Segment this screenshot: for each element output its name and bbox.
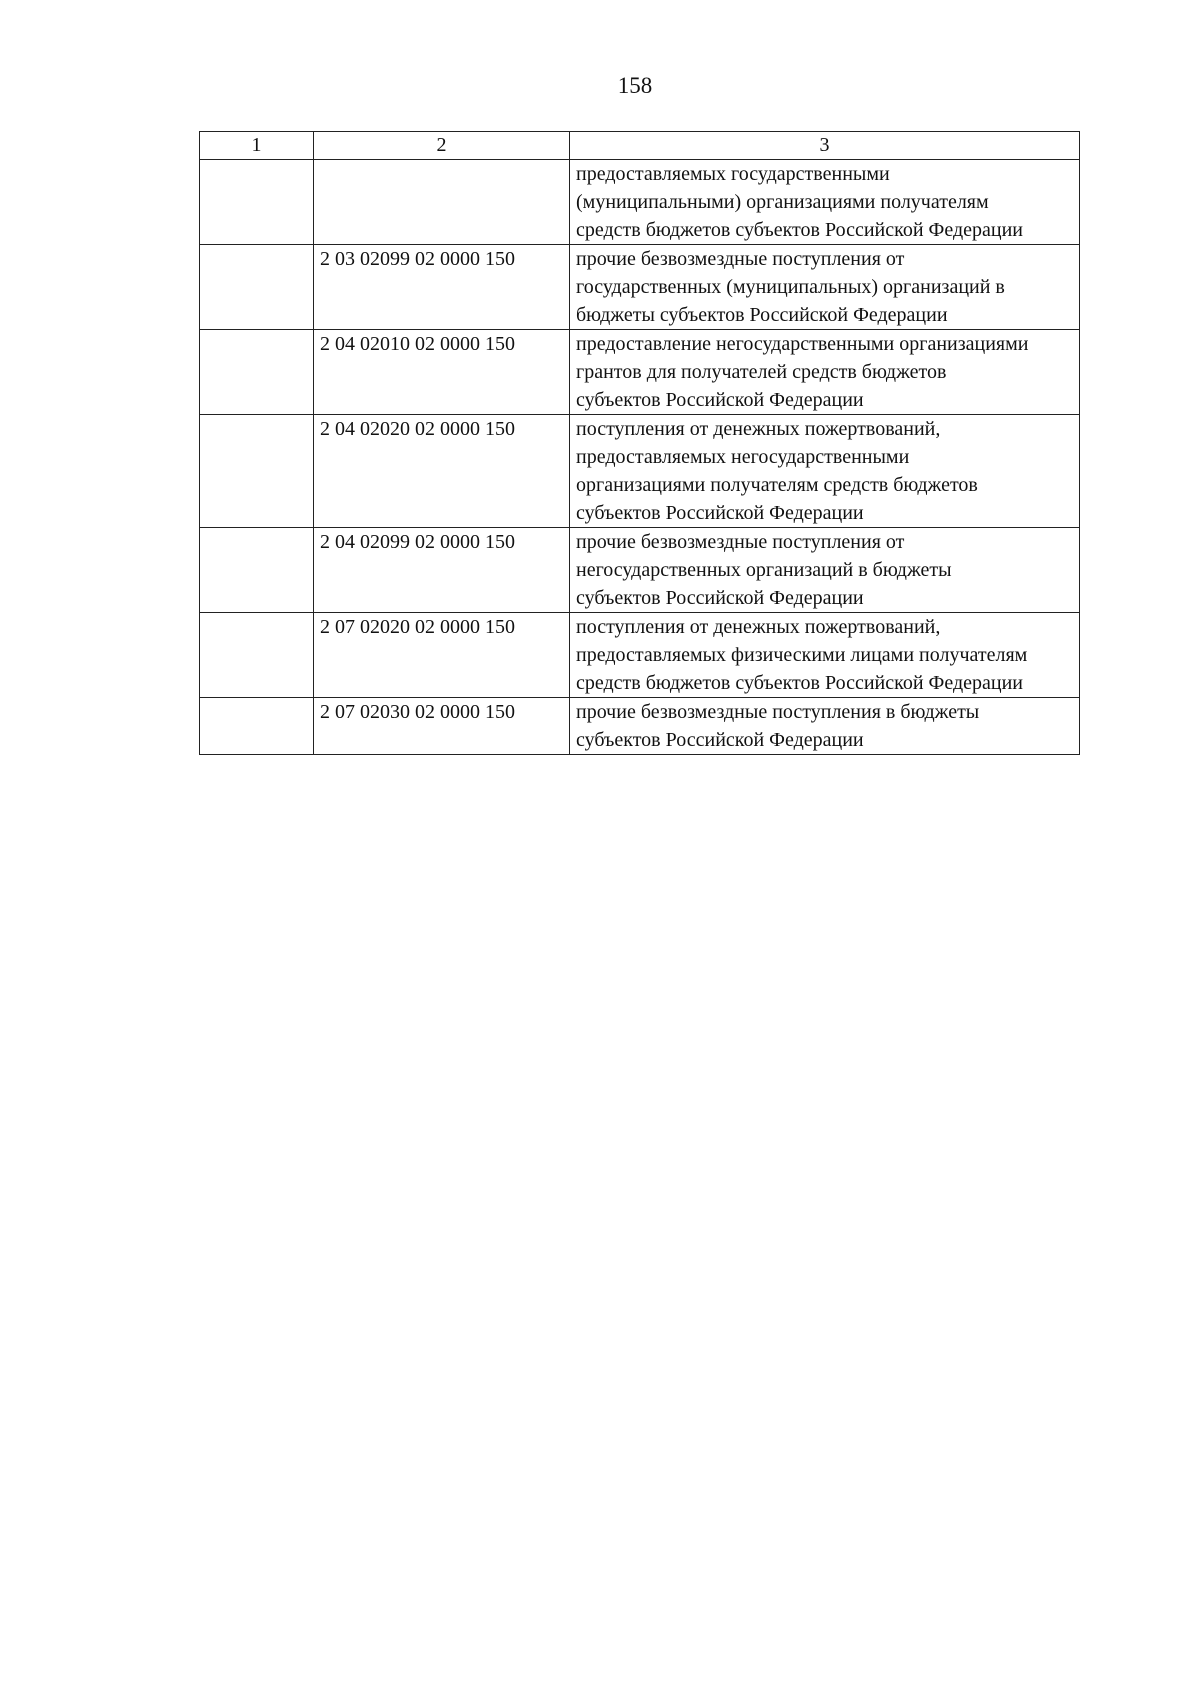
- description-cell: [570, 245, 1080, 330]
- description-line: субъектов Российской Федерации: [576, 502, 864, 524]
- budget-code-cell: 2 07 02020 02 0000 150: [314, 613, 570, 698]
- description-line: организациями получателям средств бюджетов: [576, 474, 978, 496]
- table-row: [200, 160, 1080, 245]
- row-number-cell: [200, 415, 314, 528]
- description-line: предоставляемых негосударственными: [576, 446, 910, 468]
- description-line: государственных (муниципальных) организаций в: [576, 276, 1005, 298]
- description-line: субъектов Российской Федерации: [576, 587, 864, 609]
- table-body: [200, 160, 1080, 755]
- description-line: предоставление негосударственными организациями: [576, 333, 1029, 355]
- budget-code-table: [199, 131, 1080, 755]
- description-line: (муниципальными) организациями получателям: [576, 191, 989, 213]
- table-row: [200, 528, 1080, 613]
- description-line: субъектов Российской Федерации: [576, 389, 864, 411]
- description-cell: [570, 330, 1080, 415]
- description-cell: [570, 613, 1080, 698]
- budget-code-cell: 2 03 02099 02 0000 150: [314, 245, 570, 330]
- column-header-2: 2: [314, 132, 570, 160]
- budget-code-cell: 2 04 02010 02 0000 150: [314, 330, 570, 415]
- row-number-cell: [200, 528, 314, 613]
- table-row: [200, 330, 1080, 415]
- row-number-cell: [200, 698, 314, 755]
- budget-code-cell: [314, 160, 570, 245]
- table-row: [200, 415, 1080, 528]
- row-number-cell: [200, 160, 314, 245]
- description-line: негосударственных организаций в бюджеты: [576, 559, 952, 581]
- description-cell: [570, 160, 1080, 245]
- column-header-1: 1: [200, 132, 314, 160]
- description-cell: [570, 698, 1080, 755]
- description-cell: [570, 415, 1080, 528]
- description-line: поступления от денежных пожертвований,: [576, 418, 941, 440]
- column-header-3: 3: [570, 132, 1080, 160]
- description-line: средств бюджетов субъектов Российской Федерации: [576, 219, 1023, 241]
- description-line: поступления от денежных пожертвований,: [576, 616, 941, 638]
- table-header-row: [200, 132, 1080, 160]
- description-line: предоставляемых физическими лицами получателям: [576, 644, 1028, 666]
- description-line: средств бюджетов субъектов Российской Федерации: [576, 672, 1023, 694]
- description-line: грантов для получателей средств бюджетов: [576, 361, 947, 383]
- row-number-cell: [200, 613, 314, 698]
- page-number: 158: [617, 73, 653, 98]
- budget-code-cell: 2 04 02020 02 0000 150: [314, 415, 570, 528]
- table-row: [200, 245, 1080, 330]
- budget-code-cell: 2 04 02099 02 0000 150: [314, 528, 570, 613]
- description-line: прочие безвозмездные поступления в бюджеты: [576, 701, 980, 723]
- budget-code-cell: 2 07 02030 02 0000 150: [314, 698, 570, 755]
- description-line: субъектов Российской Федерации: [576, 729, 864, 751]
- table-row: [200, 613, 1080, 698]
- description-line: бюджеты субъектов Российской Федерации: [576, 304, 948, 326]
- description-line: прочие безвозмездные поступления от: [576, 531, 905, 553]
- description-line: предоставляемых государственными: [576, 163, 890, 185]
- description-cell: [570, 528, 1080, 613]
- table-row: [200, 698, 1080, 755]
- description-line: прочие безвозмездные поступления от: [576, 248, 905, 270]
- row-number-cell: [200, 245, 314, 330]
- row-number-cell: [200, 330, 314, 415]
